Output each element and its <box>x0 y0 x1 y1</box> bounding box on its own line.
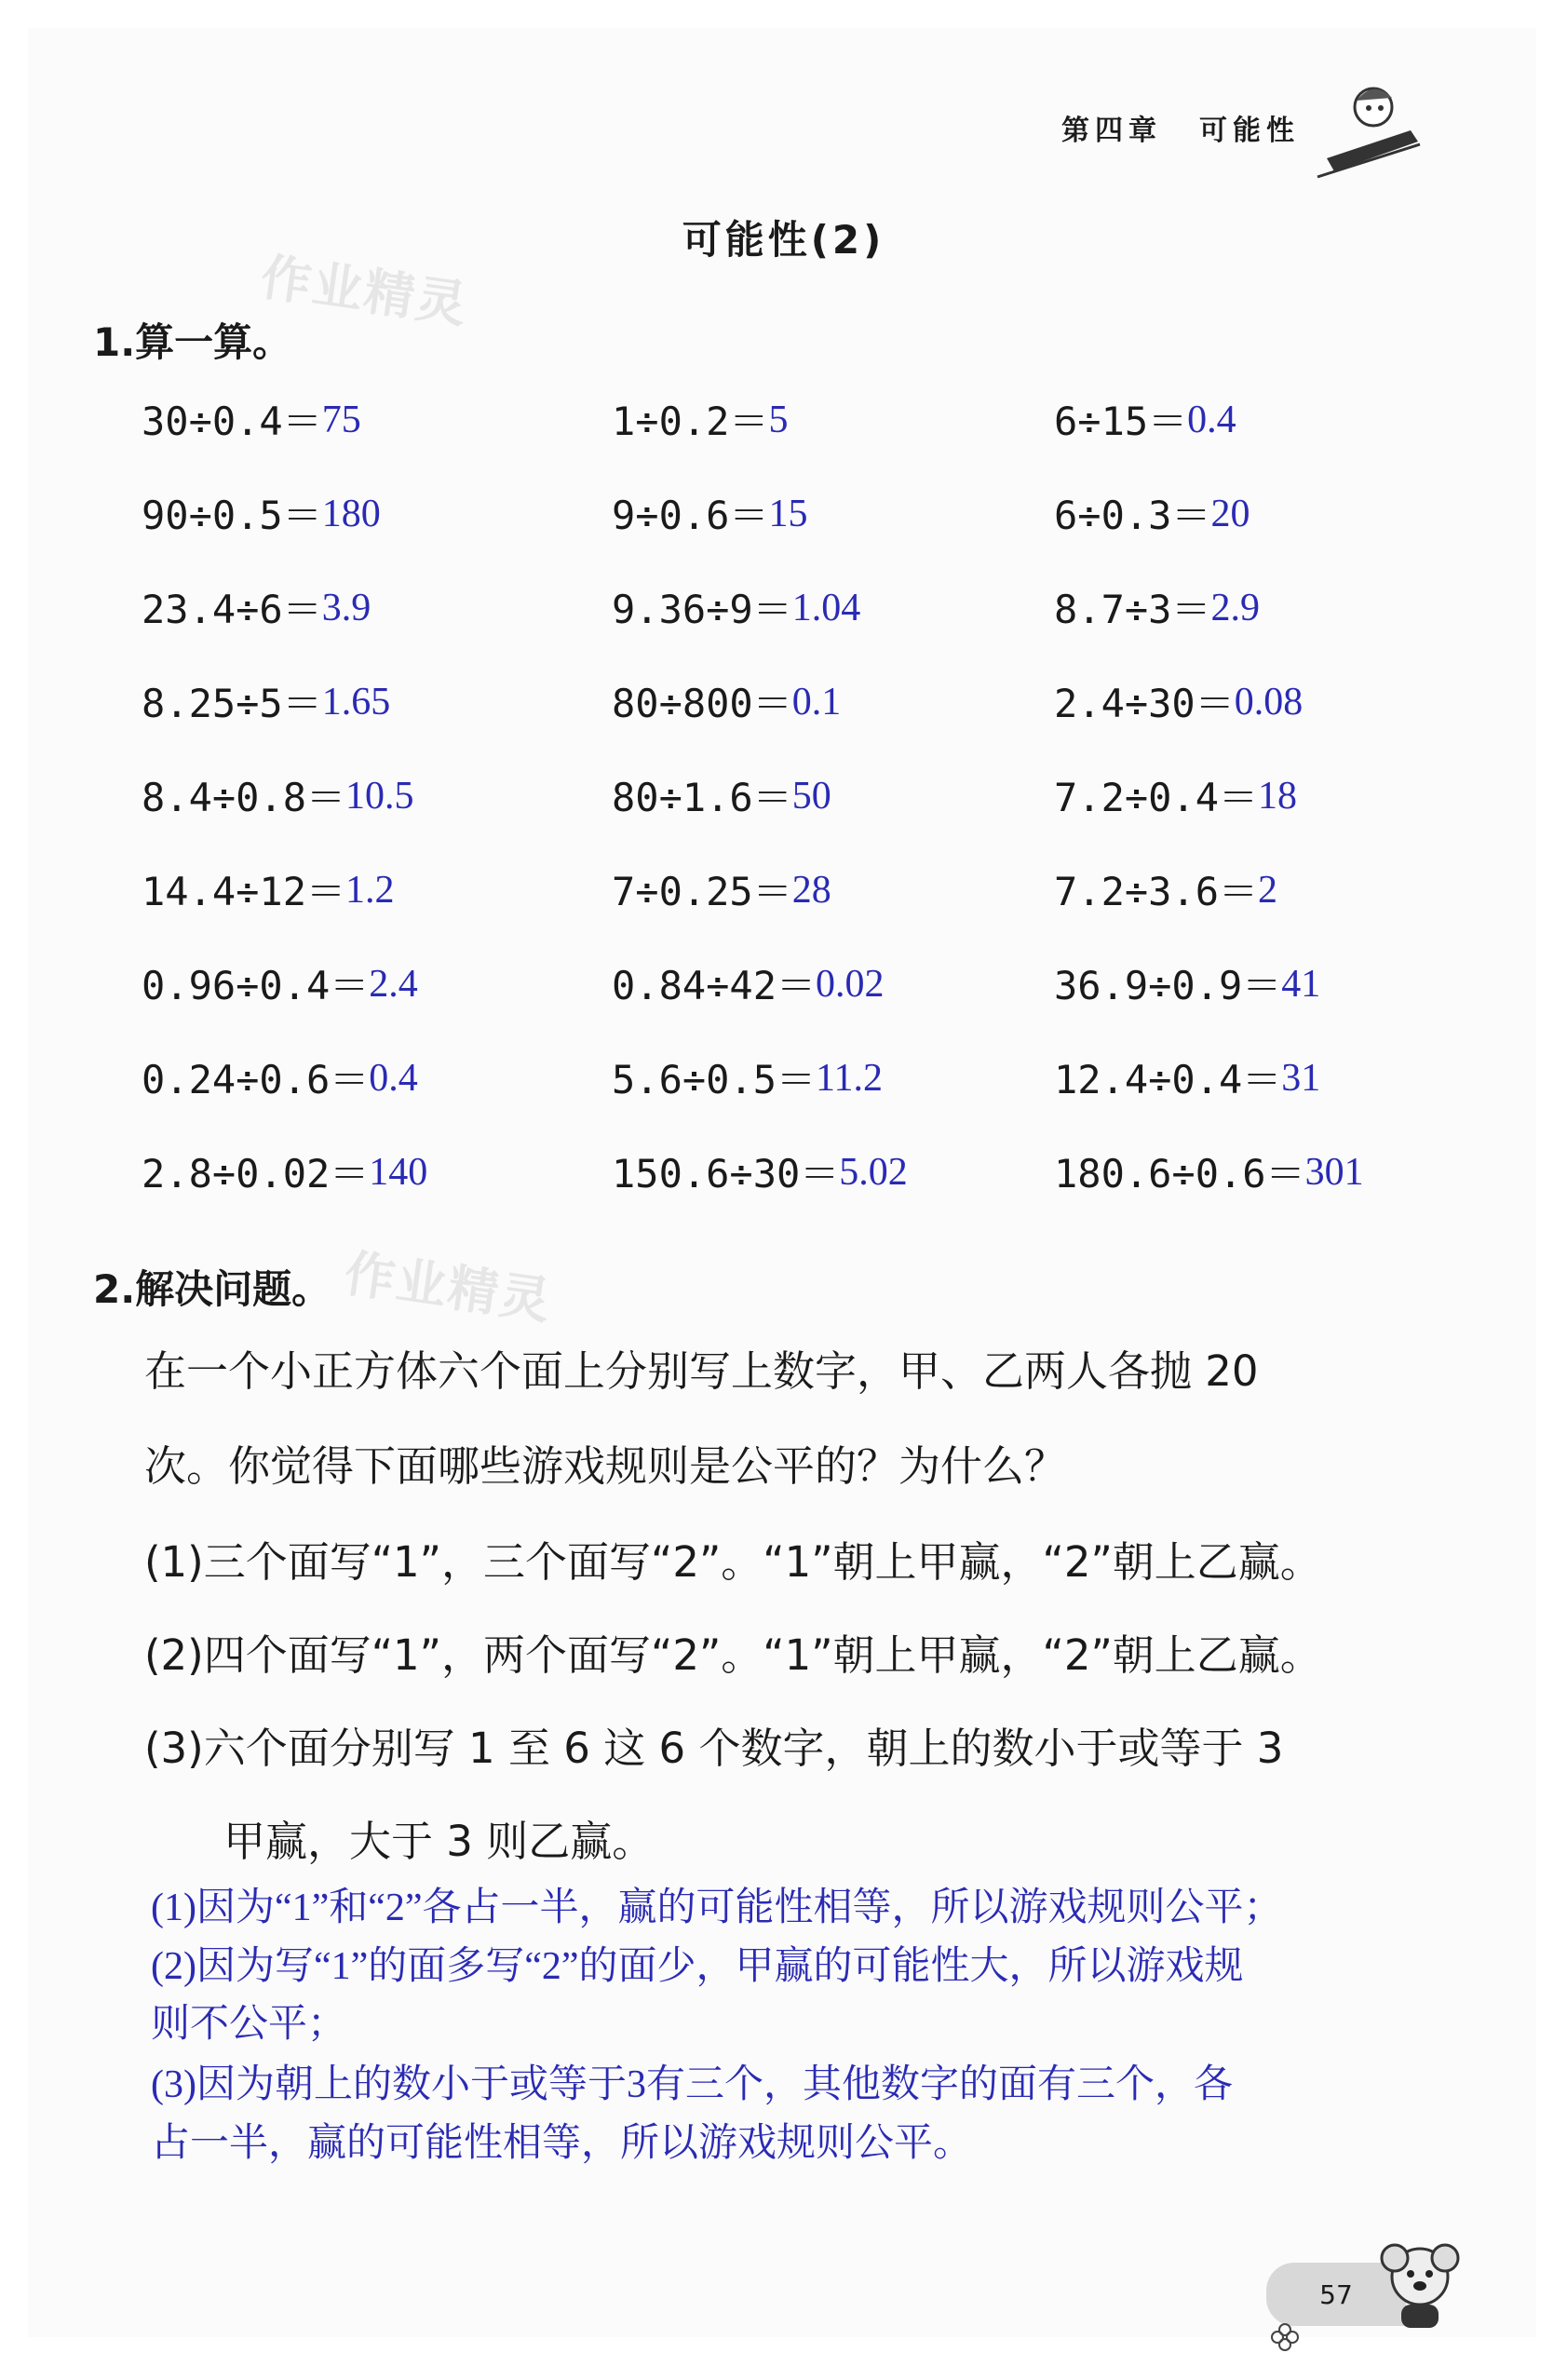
calc-answer: 20 <box>1210 493 1250 535</box>
calc-answer: 75 <box>321 399 361 441</box>
calc-answer: 11.2 <box>816 1057 883 1100</box>
calc-answer: 2.4 <box>369 963 418 1006</box>
section-1-label: 1.算一算。 <box>93 319 292 365</box>
calc-item <box>1054 861 1445 955</box>
watermark-middle: 作业精灵 <box>341 1243 556 1332</box>
calc-answer: 0.08 <box>1234 681 1304 723</box>
calc-question: 36.9÷0.9＝ <box>1054 963 1282 1008</box>
calc-question: 1÷0.2＝ <box>612 399 769 444</box>
calc-answer: 3.9 <box>321 587 371 629</box>
calc-answer: 5 <box>768 399 789 441</box>
calc-answer: 1.65 <box>321 681 391 723</box>
calc-question: 2.8÷0.02＝ <box>142 1151 370 1197</box>
calc-question: 80÷1.6＝ <box>612 775 792 820</box>
calc-item <box>612 861 1054 955</box>
calc-question: 7.2÷3.6＝ <box>1054 869 1259 914</box>
calc-question: 0.84÷42＝ <box>612 963 817 1008</box>
boy-on-train-illustration <box>1308 74 1429 186</box>
calc-question: 9.36÷9＝ <box>612 587 792 632</box>
topic-label: 可能性 <box>1199 115 1300 147</box>
calc-item <box>142 955 612 1049</box>
calc-answer: 15 <box>768 493 808 535</box>
calc-question: 7.2÷0.4＝ <box>1054 775 1259 820</box>
calc-item <box>142 673 612 767</box>
koala-mascot-icon <box>1378 2235 1462 2337</box>
rule-2: (2)四个面写“1”，两个面写“2”。“1”朝上甲赢，“2”朝上乙赢。 <box>144 1630 1322 1680</box>
calc-answer: 1.04 <box>791 587 861 629</box>
calc-answer: 0.4 <box>1187 399 1236 441</box>
calc-item <box>1054 485 1445 579</box>
calc-question: 14.4÷12＝ <box>142 869 346 914</box>
calc-question: 6÷0.3＝ <box>1054 493 1211 538</box>
calc-answer: 28 <box>791 869 831 912</box>
calc-item <box>612 767 1054 861</box>
calc-answer: 180 <box>321 493 381 535</box>
calc-item <box>612 485 1054 579</box>
chapter-label: 第四章 <box>1061 115 1162 147</box>
problem-intro-line-1: 在一个小正方体六个面上分别写上数字，甲、乙两人各抛 20 <box>144 1346 1259 1396</box>
answer-2-line-1: (2)因为写“1”的面多写“2”的面少，甲赢的可能性大，所以游戏规 <box>151 1945 1244 1988</box>
calc-question: 8.25÷5＝ <box>142 681 322 726</box>
rule-3-line-1: (3)六个面分别写 1 至 6 这 6 个数字，朝上的数小于或等于 3 <box>144 1724 1284 1773</box>
page-title: 可能性(2) <box>682 217 885 263</box>
section-2-label: 2.解决问题。 <box>93 1266 331 1312</box>
calc-answer: 0.1 <box>791 681 842 723</box>
calc-answer: 31 <box>1281 1057 1321 1100</box>
calc-answer: 50 <box>791 775 831 818</box>
calc-item <box>612 391 1054 485</box>
calc-item <box>1054 673 1445 767</box>
calc-item <box>612 579 1054 673</box>
calc-answer: 2.9 <box>1210 587 1260 629</box>
calc-answer: 10.5 <box>345 775 414 818</box>
calc-question: 5.6÷0.5＝ <box>612 1057 817 1102</box>
calc-item <box>1054 391 1445 485</box>
calc-answer: 5.02 <box>839 1151 908 1194</box>
calc-question: 23.4÷6＝ <box>142 587 322 632</box>
calc-question: 150.6÷30＝ <box>612 1151 840 1197</box>
flower-icon <box>1266 2319 1304 2356</box>
calc-question: 8.4÷0.8＝ <box>142 775 346 820</box>
calc-item <box>1054 1049 1445 1143</box>
calc-answer: 301 <box>1304 1151 1364 1194</box>
answer-3-line-2: 占一半，赢的可能性相等，所以游戏规则公平。 <box>151 2122 973 2165</box>
calc-question: 0.96÷0.4＝ <box>142 963 370 1008</box>
calc-item <box>142 579 612 673</box>
calc-question: 30÷0.4＝ <box>142 399 322 444</box>
calc-item <box>1054 1143 1445 1237</box>
calc-answer: 2 <box>1258 869 1278 912</box>
calc-item <box>142 391 612 485</box>
calculation-grid <box>142 391 1445 1237</box>
calc-item <box>142 1049 612 1143</box>
calc-answer: 140 <box>369 1151 428 1194</box>
calc-answer: 0.4 <box>369 1057 418 1100</box>
calc-question: 12.4÷0.4＝ <box>1054 1057 1282 1102</box>
calc-item <box>142 861 612 955</box>
rule-1: (1)三个面写“1”，三个面写“2”。“1”朝上甲赢，“2”朝上乙赢。 <box>144 1537 1322 1587</box>
calc-item <box>142 485 612 579</box>
calc-answer: 41 <box>1281 963 1321 1006</box>
calc-question: 7÷0.25＝ <box>612 869 792 914</box>
calc-question: 2.4÷30＝ <box>1054 681 1235 726</box>
calc-item <box>612 955 1054 1049</box>
calc-item <box>612 1143 1054 1237</box>
rule-3-line-2: 甲赢，大于 3 则乙赢。 <box>223 1817 655 1866</box>
calc-question: 80÷800＝ <box>612 681 792 726</box>
calc-answer: 1.2 <box>345 869 395 912</box>
calc-question: 180.6÷0.6＝ <box>1054 1151 1305 1197</box>
answer-1: (1)因为“1”和“2”各占一半，赢的可能性相等，所以游戏规则公平； <box>151 1886 1283 1929</box>
page-header <box>1061 107 1337 148</box>
page-number: 57 <box>1266 2263 1406 2326</box>
calc-question: 6÷15＝ <box>1054 399 1188 444</box>
watermark-top: 作业精灵 <box>257 247 472 335</box>
calc-item <box>612 673 1054 767</box>
calc-question: 90÷0.5＝ <box>142 493 322 538</box>
calc-item <box>1054 579 1445 673</box>
calc-answer: 0.02 <box>816 963 885 1006</box>
calc-question: 8.7÷3＝ <box>1054 587 1211 632</box>
calc-item <box>142 767 612 861</box>
calc-item <box>142 1143 612 1237</box>
calc-item <box>1054 767 1445 861</box>
answer-3-line-1: (3)因为朝上的数小于或等于3有三个，其他数字的面有三个，各 <box>151 2063 1233 2106</box>
calc-item <box>612 1049 1054 1143</box>
calc-item <box>1054 955 1445 1049</box>
calc-answer: 18 <box>1258 775 1298 818</box>
problem-intro-line-2: 次。你觉得下面哪些游戏规则是公平的？为什么？ <box>144 1441 1067 1491</box>
answer-2-line-2: 则不公平； <box>151 2003 347 2046</box>
calc-question: 0.24÷0.6＝ <box>142 1057 370 1102</box>
calc-question: 9÷0.6＝ <box>612 493 769 538</box>
